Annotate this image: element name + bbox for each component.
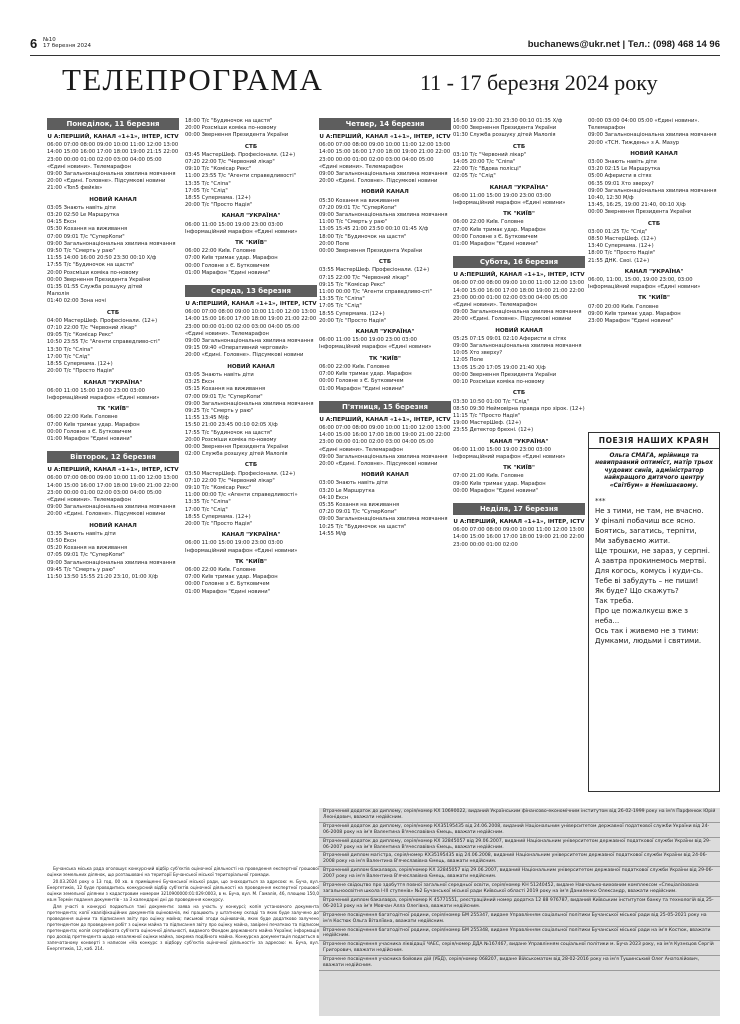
lost-documents-block bbox=[319, 808, 720, 1016]
channel-title: КАНАЛ "УКРАЇНА" bbox=[355, 329, 415, 336]
program-list: 04:00 МастерШеф. Професіонали. (12+) 07:10 22:00 Т/с "Червоний лікар" 09:05 Т/с "Комісар Рекс" 10:50 23:55 Т/с "Агенти справедливо-сті" 13:30 Т/с "Сліпа" 17:00 Т/с "Слід" 18:55 Супермама. (12+) 20:00 Т/с "Просто Надія" bbox=[47, 317, 160, 375]
day-header-tuesday: Вівторок, 12 березня bbox=[47, 451, 179, 463]
channel-title: U A:ПЕРШИЙ, КАНАЛ «1+1», ІНТЕР, ICTV bbox=[319, 416, 451, 423]
program-list: 06:00 07:00 08:00 09:00 10:00 11:00 12:00 13:00 14:00 15:00 16:00 17:00 18:00 19:00 21:00 22:00 23:00 00:00 01:00 02:00 03:00 04:00 05:00 «Єдині новини». Телемарафон 09:00 Загальнонаціональна хвилина мовчання 20:00 «Єдині. Головне». Підсумкові новини bbox=[47, 475, 179, 518]
notice-paragraph: Для участі в конкурсі подаються такі документи: заява на участь у конкурсі; копія установчого документа претендента; копії кваліфікаційних документів оцінювачів, які працюють у штатному складі та яких буде залучено до проведення оцінки та підписання звіту про оцінку майна; письмові згоди оцінювачів, яких буде додатково залучено претендентом до проведення робіт з оцінки майна та підписання звіту про оцінку майна, завірені печаткою та підписом претендента; копія сертифіката суб'єкта оціночної діяльності, виданого Фондом державного майна України; інформація про досвід претендента щодо незалежної оцінки майна, зокрема подібного майна. Конкурсна документація подається в запечатаному конверті з написом «На конкурс з відбору суб'єктів оціночної діяльності» за адресою: м. Буча, вул. Енергетиків, 12, каб. 214. bbox=[47, 904, 319, 951]
program-list: 07:00 21:00 Київ. Головне 09:00 Київ тримає удар. Марафон 00:00 Марафон "Єдині новини" bbox=[453, 473, 546, 494]
day-header-saturday: Субота, 16 березня bbox=[453, 256, 585, 268]
program-list: 07:00 20:00 Київ. Головне 09:00 Київ тримає удар. Марафон 23:00 Марафон "Єдині новини" bbox=[588, 303, 681, 325]
channel-title: СТБ bbox=[106, 309, 120, 316]
channel-title: СТБ bbox=[512, 143, 526, 150]
schedule-column-2 bbox=[185, 118, 317, 858]
program-list: 03:35 Знають навіть діти 03:50 Ексн 05:20 Кохання на виживання 07:05 09:01 Т/с "СуперКопи" 09:00 Загальнонаціональна хвилина мовчання 09:45 Т/с "Смерть у раю" 11:50 13:50 15:55 21:20 23:10, 01:00 Х/ф bbox=[47, 530, 176, 580]
notice-paragraph: Бучанська міська рада оголошує конкурсний відбір суб'єктів оціночної діяльності на проведення експертної грошової оцінки земельних ділянок, що розташовані на території Бучанської міської територіальної громади. bbox=[47, 866, 319, 877]
channel-title: U A:ПЕРШИЙ, КАНАЛ «1+1», ІНТЕР, ICTV bbox=[47, 134, 179, 140]
channel-title: U A:ПЕРШИЙ, КАНАЛ «1+1», ІНТЕР, ICTV bbox=[185, 301, 317, 308]
program-list: 06:00 07:00 08:00 09:00 10:00 11:00 12:00 13:00 14:00 15:00 16:00 17:00 18:00 19:00 21:00 22:00 23:00 00:00 01:00 02:00 03:00 04:00 05:00 «Єдині новини». Телемарафон 09:00 Загальнонаціональна хвилина мовчання 09:15 09:40 «Оперативний черговий» 20:00 «Єдині. Головне». Підсумкові новини bbox=[185, 309, 317, 359]
channel-title: U A:ПЕРШИЙ, КАНАЛ «1+1», ІНТЕР, ICTV bbox=[319, 134, 451, 140]
program-list: 00:00 03:00 04:00 05:00 «Єдині новини». Телемарафон 09:00 Загальнонаціональна хвилина мовчання 20:00 «ТСН. Тиждень» з А. Мазур bbox=[588, 118, 717, 146]
page-number: 6 bbox=[30, 36, 38, 51]
program-list: 05:30 Кохання на виживання 07:20 09:01 Т/с "СуперКопи" 09:00 Загальнонаціональна хвилина мовчання 11:00 Т/с "Смерть у раю" 13:05 15:45 21:00 23:50 00:10 01:45 Х/ф 18:00 Т/с "Будиночок на щастя" 20:00 Поле 00:00 Звернення Президента України bbox=[319, 197, 448, 255]
lost-document-item: Втрачений диплом магістра, серія/номер КХ35195435 від 24.06.2008, виданий Національним університетом державної податкової служби України від 24-06-2008 року на ім'я Валентина В'ячеславівна Ємець, вважати недійсним. bbox=[319, 852, 720, 867]
lost-document-item: Втрачений диплом бакалавра, серія/номер К 45771551, реєстраційний номер додатка 12 88 976787, виданий Київським інститутом банку та технологій від 25-06-2013 року на ім'я Мовчан Алла Олегівна, вважати недійсним. bbox=[319, 897, 720, 912]
channel-title: НОВИЙ КАНАЛ bbox=[227, 363, 275, 370]
lost-document-item: Втрачений диплом бакалавра, серія/номер КХ 32845057 від 29.06.2007, виданий Національним університетом державної податкової служби України від 29-06-2007 року на ім'я Валентина В'ячеславівна Ємець, вважати недійсним. bbox=[319, 867, 720, 882]
lost-document-item: Втрачене посвідчення учасника бойових дій (УБД), серія/номер 068207, видане Військоматом від 28-02-2016 року на ім'я Тушинський Олег Анатолійович, вважати недійсним. bbox=[319, 956, 720, 971]
program-list: 03:45 МастерШеф. Професіонали. (12+) 07:20 22:00 Т/с "Червоний лікар" 09:10 Т/с "Комісар Рекс" 11:00 23:55 Т/с "Агенти справедливості" 13:35 Т/с "Сліпа" 17:05 Т/с "Слід" 18:55 Супермама. (12+) 20:00 Т/с "Просто Надія" bbox=[185, 151, 297, 209]
lost-document-item: Втрачений додаток до диплому, серія/номер КХ 32845057 від 29.06.2007, виданий Національним університетом державної податкової служби України від 29-06-2007 року на ім'я Валентина В'ячеславівна Ємець, вважати недійсним. bbox=[319, 838, 720, 853]
lost-document-item: Втрачений додаток до диплому, серія/номер КХ 10690022, виданий Українським фінансово-економічним інститутом від 26-02-1999 року на ім'я Парфенюк Юрій Леонідович, вважати недійсним. bbox=[319, 808, 720, 823]
program-list: 03:05 Знають навіть діти 03:20 02:50 Le Маршрутка 04:15 Ексн 05:30 Кохання на виживання 07:00 09:01 Т/с "СуперКопи" 09:00 Загальнонаціональна хвилина мовчання 09:50 Т/с "Смерть у раю" 11:55 14:00 16:00 20:50 23:30 00:10 Х/ф 17:55 Т/с "Будиночок на щастя" 20:00 Розсміши коміка по-новому 00:00 Звернення Президента України 01:35 01:55 Служба розшуку дітей Малолія 01:40 02:00 Зона ночі bbox=[47, 204, 176, 305]
notice-paragraph: 20.03.2024 року о 13 год. 00 хв. в приміщенні Бучанської міської ради, що знаходиться за адресою: м. Буча, вул. Енергетиків, 12 буде проводитись конкурсний відбір суб'єктів оціночної діяльності на проведення експертної грошової оцінки земельної ділянки з кадастровим номером 3210900000:01:029:0003, в м. Буча, вул. М. Гамалія, 46, площею 150,0 кв.м Термін подання документів - за 3 календарні дні до проведення конкурсу. bbox=[47, 879, 319, 902]
channel-title: ТК "КИЇВ" bbox=[503, 465, 535, 472]
program-list: 06:00 22:00 Київ. Головне 07:00 Київ тримає удар. Марафон 00:00 Головне з Є. Бутковичем 01:00 Марафон "Єдині новини" bbox=[453, 219, 546, 248]
schedule-column-4 bbox=[453, 118, 585, 806]
program-list: 06:00 22:00 Київ. Головне 07:00 Київ тримає удар. Марафон 00:00 Головне з Є. Бутковичем 01:00 Марафон "Єдині новини" bbox=[47, 414, 140, 442]
program-list: 06:00 07:00 08:00 09:00 10:00 11:00 12:00 13:00 14:00 15:00 16:00 17:00 18:00 19:00 21:00 22:00 23:00 00:00 01:00 02:00 03:00 04:00 05:00 «Єдині новини». Телемарафон 09:00 Загальнонаціональна хвилина мовчання 20:00 «Єдині. Головне». Підсумкові новини bbox=[453, 280, 585, 323]
issue-info: №10 17 березня 2024 bbox=[43, 37, 91, 49]
day-header-wednesday: Середа, 13 березня bbox=[185, 285, 317, 297]
program-list: 03:00 Знають навіть діти 03:20 Le Маршрутка 04:10 Ексн 05:35 Кохання на виживання 07:20 09:01 Т/с "СуперКопи" 09:00 Загальнонаціональна хвилина мовчання 10:25 Т/с "Будиночок на щастя" 14:55 М/ф bbox=[319, 480, 448, 537]
program-list: 16:50 19:00 21:30 23:30 00:10 01:35 Х/ф 00:00 Звернення Президента України 01:30 Служба розшуку дітей Малолія bbox=[453, 118, 563, 139]
channel-title: ТК "КИЇВ" bbox=[235, 558, 267, 565]
channel-title: КАНАЛ "УКРАЇНА" bbox=[489, 184, 549, 191]
program-list: 06:00 07:00 08:00 09:00 10:00 11:00 12:00 13:00 14:00 15:00 16:00 17:00 18:00 19:00 21:00 22:00 23:00 00:00 01:00 02:00 bbox=[453, 527, 585, 548]
channel-title: НОВИЙ КАНАЛ bbox=[361, 189, 409, 196]
program-list: 03:05 Знають навіть діти 03:25 Ексн 05:15 Кохання на виживання 07:00 09:01 Т/с "СуперКопи" 09:00 Загальнонаціональна хвилина мовчання 09:25 Т/с "Смерть у раю" 11:55 13:45 М/ф 15:50 21:00 23:45 00:10 02:05 Х/ф 17:55 Т/с "Будиночок на щастя" 20:00 Розсміши коміка по-новому 00:00 Звернення Президента України 02:00 Служба розшуку дітей Малолія bbox=[185, 371, 314, 458]
lost-document-item: Втрачене посвідчення багатодітної родини, серія/номер БМ 255348, видане Управлінням соціальної політики Бучанської міської ради на ім'я Костюк, вважати недійсним. bbox=[319, 927, 720, 942]
channel-title: КАНАЛ "УКРАЇНА" bbox=[624, 268, 684, 275]
channel-title: U A:ПЕРШИЙ, КАНАЛ «1+1», ІНТЕР, ICTV bbox=[47, 467, 179, 474]
poetry-heading: ПОЕЗІЯ НАШИХ КРАЯН bbox=[589, 433, 719, 449]
channel-title: СТБ bbox=[512, 390, 526, 397]
page-title: ТЕЛЕПРОГРАМА bbox=[62, 62, 324, 97]
channel-title: НОВИЙ КАНАЛ bbox=[89, 522, 137, 529]
channel-title: КАНАЛ "УКРАЇНА" bbox=[83, 379, 143, 386]
program-list: 06:00 11:00 15:00 19:00 23:00 03:00 Інформаційний марафон «Єдині новини» bbox=[453, 446, 566, 460]
day-header-friday: П'ятниця, 15 березня bbox=[319, 401, 451, 413]
program-list: 06:00 11:00 15:00 19:00 23:00 03:00 Інформаційний марафон «Єдині новини» bbox=[453, 192, 566, 207]
program-list: 03:00 01:25 Т/с "Слід" 08:50 МастерШеф. (12+) 13:40 Супермама. (12+) 18:00 Т/с "Просто Надія" 21:55 ДНК. Своі. (12+) bbox=[588, 228, 657, 264]
program-list: 06:00 11:00 15:00 19:00 23:00 03:00 Інформаційний марафон «Єдині новини» bbox=[185, 540, 298, 554]
channel-title: КАНАЛ "УКРАЇНА" bbox=[221, 532, 281, 539]
council-notice bbox=[47, 866, 319, 1016]
lost-document-item: Втрачене посвідчення учасника ліквідації ЧАЕС, серія/номер ДДА №167467, видане Управлінням соціальної політики м. Буча 2023 року, на ім'я Кузнєцов Сергій Григорович, вважати недійсним. bbox=[319, 941, 720, 956]
day-header-sunday: Неділя, 17 березня bbox=[453, 503, 585, 515]
schedule-column-1 bbox=[47, 118, 179, 860]
schedule-column-5 bbox=[588, 118, 720, 418]
program-list: 03:10 Т/с "Червоний лікар" 14:05 20:00 Т/с "Сліпа" 22:00 Т/с "Вдова полісці" 02:05 Т/с "Слід" bbox=[453, 151, 527, 180]
program-list: 06:00, 11:00, 15:00, 19:00 23:00, 03:00 Інформаційний марафон «Єдині новини» bbox=[588, 277, 701, 291]
channel-title: ТК "КИЇВ" bbox=[97, 406, 129, 413]
lost-document-item: Втрачене посвідчення багатодітної родини, серія/номер БМ 255347, видане Управлінням соціальної політики Бучанської міської ради від 25-05-2021 року на ім'я Костюк Ольга Віталіївна, вважати недійсним. bbox=[319, 912, 720, 927]
poem-text: *** Не з тими, не там, не вчасно. У фіналі побачиш все ясно. Боятись, загатись, терпіти, Ми забуваємо жити. Ще трошки, не зараз, у серпні. А завтра прокинемось мертві. Для когось, комусь і куди-сь. Тебе ві забудуть – не пиши! Як буде? Що скажуть? Так треба. Про це пожалкуєш вже з неба... Ось так і живемо не з тими: Думками, людьми і святими. bbox=[595, 497, 710, 646]
program-list: 06:00 22:00 Київ. Головне 07:00 Київ тримає удар. Марафон 00:00 Головне з Є. Бутковичем 01:00 Марафон "Єдині новини" bbox=[185, 566, 278, 595]
channel-title: КАНАЛ "УКРАЇНА" bbox=[221, 213, 281, 220]
channel-title: НОВИЙ КАНАЛ bbox=[89, 196, 137, 203]
program-list: 06:00 07:00 08:00 09:00 10:00 11:00 12:00 13:00 14:00 15:00 16:00 17:00 18:00 19:00 21:00 22:00 23:00 00:00 01:00 02:00 03:00 04:00 05:00 «Єдині новини». Телемарафон 09:00 Загальнонаціональна хвилина мовчання 20:00 «Єдині. Головне». Підсумкові новини bbox=[319, 424, 451, 467]
contact-info: buchanews@ukr.net | Тел.: (098) 468 14 96 bbox=[527, 39, 720, 50]
program-list: 03:55 МастерШеф. Професіонали. (12+) 07:15 22:00 Т/с "Червоний лікар" 09:15 Т/с "Комісар Рекс" 11:00 00:00 Т/с "Агенти справедливо-сті" 13:35 Т/с "Сліпа" 17:05 Т/с "Слід" 18:55 Супермама. (12+) 20:00 Т/с "Просто Надія" bbox=[319, 267, 432, 324]
program-list: 06:00 07:00 08:00 09:00 10:00 11:00 12:00 13:00 14:00 15:00 16:00 17:00 18:00 19:00 21:15 22:00 23:00 00:00 01:00 02:00 03:00 04:00 05:00 «Єдині новини». Телемарафон 09:00 Загальнонаціональна хвилина мовчання 20:00 «Єдині. Головне». Підсумкові новини 21:00 «Ton5 фейків» bbox=[47, 142, 179, 192]
program-list: 06:00 22:00 Київ. Головне 07:00 Київ тримає удар. Марафон 00:00 Головне з Є. Бутковичем 01:00 Марафон "Єдині новини" bbox=[185, 248, 278, 276]
channel-title: НОВИЙ КАНАЛ bbox=[361, 472, 409, 479]
channel-title: ТК "КИЇВ" bbox=[235, 240, 267, 247]
lost-document-item: Втрачене свідоцтво про здобуття повної загальної середньої освіти, серія/номер КН 51240452, видане Навчально-виховним комплексом «Спеціалізована загальноосвітня школа І-ІІІ ступенів» №2 Бучанської міської ради Київської області 2019 року на ім'я Даниленко Олександр, вважати недійсним. bbox=[319, 882, 720, 897]
day-header-thursday: Четвер, 14 березня bbox=[319, 118, 451, 130]
poetry-author-intro: Ольга СМАГА, мрійниця та невиправний оптиміст, матір трьох чудових синів, адміністратор найкращого дитячого центру «Світбум» в Немішаєвому. bbox=[595, 453, 713, 489]
program-list: 03:50 МастерШеф. Професіонали. (12+) 07:10 22:00 Т/с "Червоний лікар" 09:10 Т/с "Комісар Рекс" 11:00 00:00 Т/с «Агенти справедливості» 13:35 Т/с "Сліпа" 17:00 Т/с "Слід" 18:55 Супермама. (12+) 20:00 Т/с "Просто Надія" bbox=[185, 470, 298, 527]
channel-title: СТБ bbox=[244, 462, 258, 469]
program-list: 05:25 07:15 09:01 02:10 Аферисти в сітях 09:00 Загальнонаціональна хвилина мовчання 10:05 Хто зверху? 12:05 Поле 13:05 15:20 17:05 19:00 21:40 Х/ф 00:00 Звернення Президента України 00:10 Розсміши коміка по-новому bbox=[453, 335, 582, 386]
channel-title: U A:ПЕРШИЙ, КАНАЛ «1+1», ІНТЕР, ICTV bbox=[453, 272, 585, 279]
program-list: 06:00 11:00 15:00 19:00 23:00 03:00 Інформаційний марафон «Єдині новини» bbox=[319, 337, 432, 351]
day-header-monday: Понеділок, 11 березня bbox=[47, 118, 179, 130]
channel-title: СТБ bbox=[378, 259, 392, 266]
channel-title: U A:ПЕРШИЙ, КАНАЛ «1+1», ІНТЕР, ICTV bbox=[453, 518, 585, 525]
program-list: 06:00 22:00 Київ. Головне 07:00 Київ тримає удар. Марафон 00:00 Головне з Є. Бутковичем 01:00 Марафон "Єдині новини" bbox=[319, 363, 412, 392]
poetry-box bbox=[588, 432, 720, 792]
lost-document-item: Втрачений додаток до диплому, серія/номер КХ35195435 від 24.06.2008, виданий Національним університетом державної податкової служби України від 24-06-2008 року на ім'я Валентина В'ячеславівна Ємець, вважати недійсним. bbox=[319, 823, 720, 838]
program-list: 03:00 Знають навіть діти 03:20 02:15 Le Маршрутка 05:00 Аферисти в сітях 06:35 09:01 Хто зверху? 09:00 Загальнонаціональна хвилина мовчання 10:40, 12:30 М/ф 13:45, 16:25, 19:00 21:40, 00:10 Х/ф 00:00 Звернення Президента України bbox=[588, 159, 717, 216]
channel-title: СТБ bbox=[244, 143, 258, 150]
channel-title: НОВИЙ КАНАЛ bbox=[495, 327, 543, 334]
program-list: 03:30 10:50 01:00 Т/с "Слід" 08:50 09:30 Неймовірна правда про зірок. (12+) 11:15 Т/с "Просто Надія" 19:00 МастерШеф. (12+) 23:55 Детектор брехні. (12+) bbox=[453, 398, 585, 434]
channel-title: СТБ bbox=[647, 220, 661, 227]
channel-title: ТК "КИЇВ" bbox=[503, 211, 535, 218]
date-range: 11 - 17 березня 2024 року bbox=[420, 70, 658, 95]
header-divider bbox=[30, 55, 720, 56]
channel-title: КАНАЛ "УКРАЇНА" bbox=[489, 438, 549, 445]
schedule-column-3 bbox=[319, 118, 451, 806]
channel-title: НОВИЙ КАНАЛ bbox=[630, 150, 678, 157]
channel-title: ТК "КИЇВ" bbox=[638, 295, 670, 302]
channel-title: ТК "КИЇВ" bbox=[369, 355, 401, 362]
program-list: 06:00 11:00 15:00 19:00 23:00 03:00 Інформаційний марафон «Єдині новини» bbox=[185, 221, 298, 235]
page-header bbox=[30, 36, 720, 60]
program-list: 06:00 07:00 08:00 09:00 10:00 11:00 12:00 13:00 14:00 15:00 16:00 17:00 18:00 19:00 21:00 22:00 23:00 00:00 01:00 02:00 03:00 04:00 05:00 «Єдині новини». Телемарафон 09:00 Загальнонаціональна хвилина мовчання 20:00 «Єдині. Головне». Підсумкові новини bbox=[319, 142, 451, 185]
program-list: 06:00 11:00 15:00 19:00 23:00 03:00 Інформаційний марафон «Єдині новини» bbox=[47, 387, 160, 401]
program-list: 18:00 Т/с "Будиночок на щастя" 20:00 Розсміши коміка по-новому 00:00 Звернення Президента України bbox=[185, 118, 289, 139]
